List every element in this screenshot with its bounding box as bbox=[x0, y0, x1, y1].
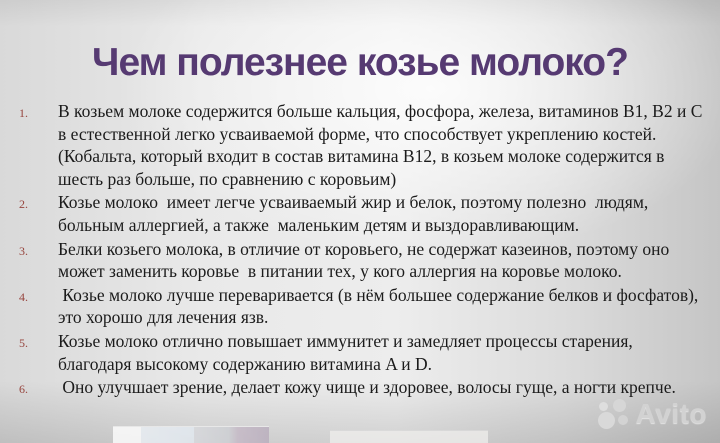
item-text: Белки козьего молока, в отличие от коровьего, не содержат казеинов, поэтому оно может заменить коровье в питании тех, у кого аллергия на коровье молоко. bbox=[58, 238, 674, 282]
avito-wordmark: Avito bbox=[635, 398, 707, 429]
list-item bbox=[0, 376, 720, 399]
list-item bbox=[0, 100, 720, 190]
list-item bbox=[0, 330, 720, 375]
item-number: 1. bbox=[19, 106, 28, 120]
avito-watermark bbox=[598, 398, 707, 430]
item-text: Козье молоко имеет легче усваиваемый жир и белок, поэтому полезно людям, больным аллергией, а также маленьким детям и выздоравливающим. bbox=[58, 192, 653, 235]
item-text: В козьем молоке содержится больше кальция, фосфора, железа, витаминов B1, B2 и С в естественной легко усваиваемой форме, что способствует укреплению костей. (Кобальта, который входит в состав витамина B12, в козьем молоке содержится в шесть раз больше, по сравнению с коровьим) bbox=[58, 101, 707, 189]
item-number: 5. bbox=[19, 335, 28, 350]
item-text: Оно улучшает зрение, делает кожу чище и здоровее, волосы гуще, а ногти крепче. bbox=[58, 377, 676, 398]
item-number: 6. bbox=[19, 382, 28, 397]
item-number: 4. bbox=[19, 289, 28, 304]
list-item bbox=[0, 238, 720, 283]
photo-thumbnail-edge bbox=[113, 426, 269, 443]
item-number: 2. bbox=[19, 197, 28, 212]
avito-logo-icon bbox=[598, 399, 632, 430]
list-item bbox=[0, 191, 720, 236]
item-number: 3. bbox=[19, 243, 28, 258]
list-item bbox=[0, 284, 720, 329]
benefits-list bbox=[0, 100, 720, 400]
item-text: Козье молоко отлично повышает иммунитет и замедляет процессы старения, благодаря высокому содержанию витамина A и D. bbox=[58, 330, 638, 374]
item-text: Козье молоко лучше переваривается (в нём большее содержание белков и фосфатов), это хорошо для лечения язв. bbox=[58, 284, 703, 328]
slide-title: Чем полезнее козье молоко? bbox=[92, 41, 628, 84]
photo-thumbnail-edge bbox=[330, 430, 488, 443]
